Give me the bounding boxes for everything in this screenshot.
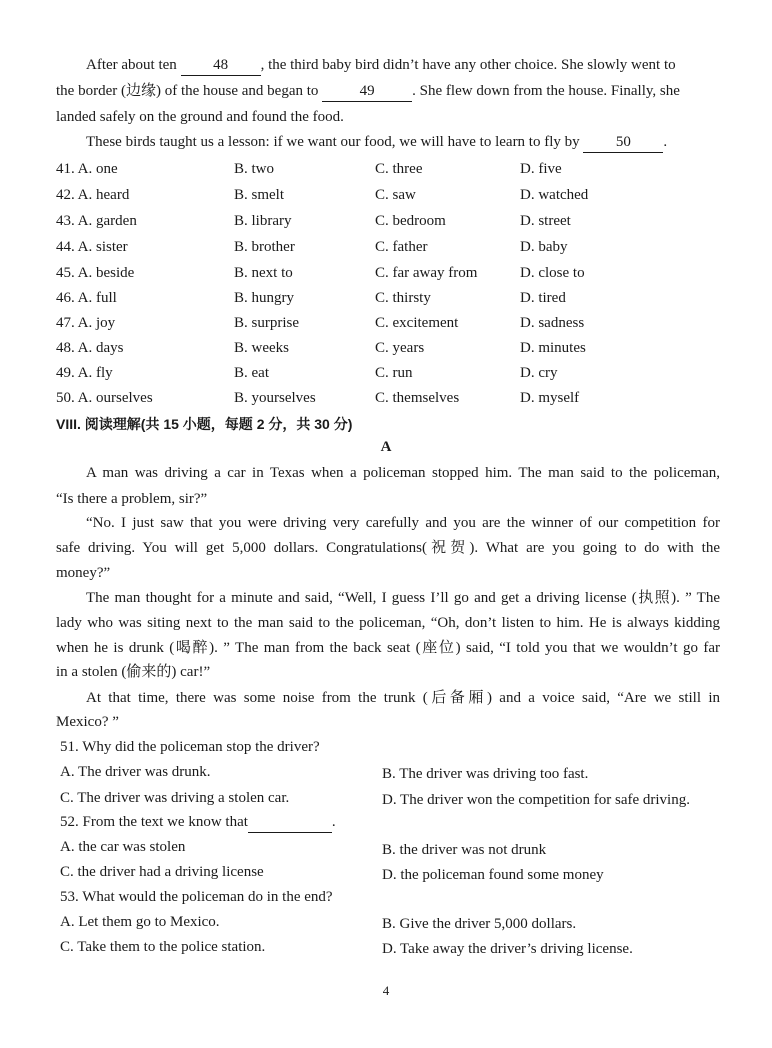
passage-text: . She flew down from the house. Finally, she <box>412 83 680 99</box>
option-row <box>56 211 720 231</box>
passage-line: “Is there a problem, sir?” <box>56 491 208 507</box>
option-row <box>56 263 720 283</box>
passage-line: safe driving. You will get 5,000 dollars. Congratulations(祝贺). What are you going to do with the <box>56 540 720 556</box>
option-c: C. bedroom <box>375 213 446 229</box>
question-51: 51. Why did the policeman stop the driver? <box>60 739 320 755</box>
passage-line: money?” <box>56 565 111 581</box>
option-d: D. tired <box>520 290 566 306</box>
blank-50: 50 <box>583 132 663 153</box>
passage-line: in a stolen (偷来的) car!” <box>56 664 211 680</box>
answer-option: C. Take them to the police station. <box>60 939 266 955</box>
option-d: D. myself <box>520 390 580 406</box>
option-c: C. excitement <box>375 315 459 331</box>
option-row <box>56 338 720 358</box>
option-c: C. run <box>375 365 413 381</box>
option-a: 43. A. garden <box>56 213 137 229</box>
option-c: C. saw <box>375 187 416 203</box>
option-c: C. years <box>375 340 425 356</box>
passage-line: At that time, there was some noise from the trunk (后备厢) and a voice said, “Are we still in <box>86 690 720 706</box>
answer-option: A. The driver was drunk. <box>60 764 211 780</box>
passage-line: landed safely on the ground and found the food. <box>56 109 344 125</box>
option-d: D. close to <box>520 265 585 281</box>
option-row <box>56 185 720 205</box>
option-a: 49. A. fly <box>56 365 113 381</box>
option-d: D. cry <box>520 365 558 381</box>
passage-text: After about ten <box>86 57 177 73</box>
option-b: B. brother <box>234 239 295 255</box>
answer-option: D. The driver won the competition for safe driving. <box>382 792 690 808</box>
question-text: . <box>331 814 336 830</box>
option-row <box>56 363 720 383</box>
option-a: 48. A. days <box>56 340 124 356</box>
option-c: C. three <box>375 161 423 177</box>
option-row <box>56 237 720 257</box>
option-row <box>56 388 720 408</box>
option-c: C. themselves <box>375 390 460 406</box>
passage-line <box>86 132 720 153</box>
answer-option: B. the driver was not drunk <box>382 842 547 858</box>
question-text: 52. From the text we know that <box>60 814 248 830</box>
option-a: 46. A. full <box>56 290 117 306</box>
option-b: B. library <box>234 213 292 229</box>
option-row <box>56 159 720 179</box>
option-d: D. minutes <box>520 340 586 356</box>
passage-text: These birds taught us a lesson: if we want our food, we will have to learn to fly by <box>86 134 580 150</box>
option-b: B. weeks <box>234 340 289 356</box>
passage-text: , the third baby bird didn’t have any other choice. She slowly went to <box>260 57 676 73</box>
option-a: 41. A. one <box>56 161 118 177</box>
option-b: B. next to <box>234 265 293 281</box>
passage-line: lady who was siting next to the man said to the policeman, “Oh, don’t listen to him. He is always kidding <box>56 615 720 631</box>
option-row <box>56 313 720 333</box>
passage-line <box>86 55 720 76</box>
page-number: 4 <box>382 983 390 998</box>
passage-line: when he is drunk (喝醉). ” The man from the back seat (座位) said, “I told you that we wouldn’t go far <box>56 640 720 656</box>
option-b: B. smelt <box>234 187 285 203</box>
blank-49: 49 <box>322 81 412 102</box>
option-b: B. eat <box>234 365 269 381</box>
section-heading: VIII. 阅读理解(共 15 小题，每题 2 分，共 30 分) <box>56 416 353 432</box>
answer-option: A. the car was stolen <box>60 839 186 855</box>
answer-option: B. Give the driver 5,000 dollars. <box>382 916 577 932</box>
passage-line <box>56 81 720 102</box>
option-b: B. surprise <box>234 315 299 331</box>
option-d: D. five <box>520 161 562 177</box>
option-c: C. thirsty <box>375 290 431 306</box>
option-a: 42. A. heard <box>56 187 130 203</box>
passage-line: The man thought for a minute and said, “Well, I guess I’ll go and get a driving license (执照). ” The <box>86 590 720 606</box>
option-d: D. street <box>520 213 571 229</box>
passage-label: A <box>380 439 392 455</box>
passage-line: “No. I just saw that you were driving very carefully and you are the winner of our competition for <box>86 515 720 531</box>
blank-48: 48 <box>181 55 261 76</box>
option-a: 47. A. joy <box>56 315 116 331</box>
answer-option: D. the policeman found some money <box>382 867 604 883</box>
option-c: C. far away from <box>375 265 478 281</box>
option-c: C. father <box>375 239 428 255</box>
answer-option: C. the driver had a driving license <box>60 864 264 880</box>
passage-text: the border (边缘) of the house and began to <box>56 83 319 99</box>
answer-option: B. The driver was driving too fast. <box>382 766 589 782</box>
option-b: B. hungry <box>234 290 294 306</box>
option-d: D. baby <box>520 239 568 255</box>
passage-text: . <box>663 134 668 150</box>
option-a: 44. A. sister <box>56 239 128 255</box>
passage-line: Mexico? ” <box>56 714 119 730</box>
option-d: D. sadness <box>520 315 585 331</box>
answer-option: D. Take away the driver’s driving license. <box>382 941 633 957</box>
answer-option: A. Let them go to Mexico. <box>60 914 220 930</box>
question-52 <box>60 812 336 833</box>
answer-blank <box>248 812 332 833</box>
passage-line: A man was driving a car in Texas when a policeman stopped him. The man said to the policeman, <box>86 465 720 481</box>
option-b: B. two <box>234 161 275 177</box>
option-row <box>56 288 720 308</box>
option-a: 45. A. beside <box>56 265 135 281</box>
question-53: 53. What would the policeman do in the end? <box>60 889 333 905</box>
option-d: D. watched <box>520 187 589 203</box>
option-b: B. yourselves <box>234 390 316 406</box>
answer-option: C. The driver was driving a stolen car. <box>60 790 290 806</box>
option-a: 50. A. ourselves <box>56 390 153 406</box>
